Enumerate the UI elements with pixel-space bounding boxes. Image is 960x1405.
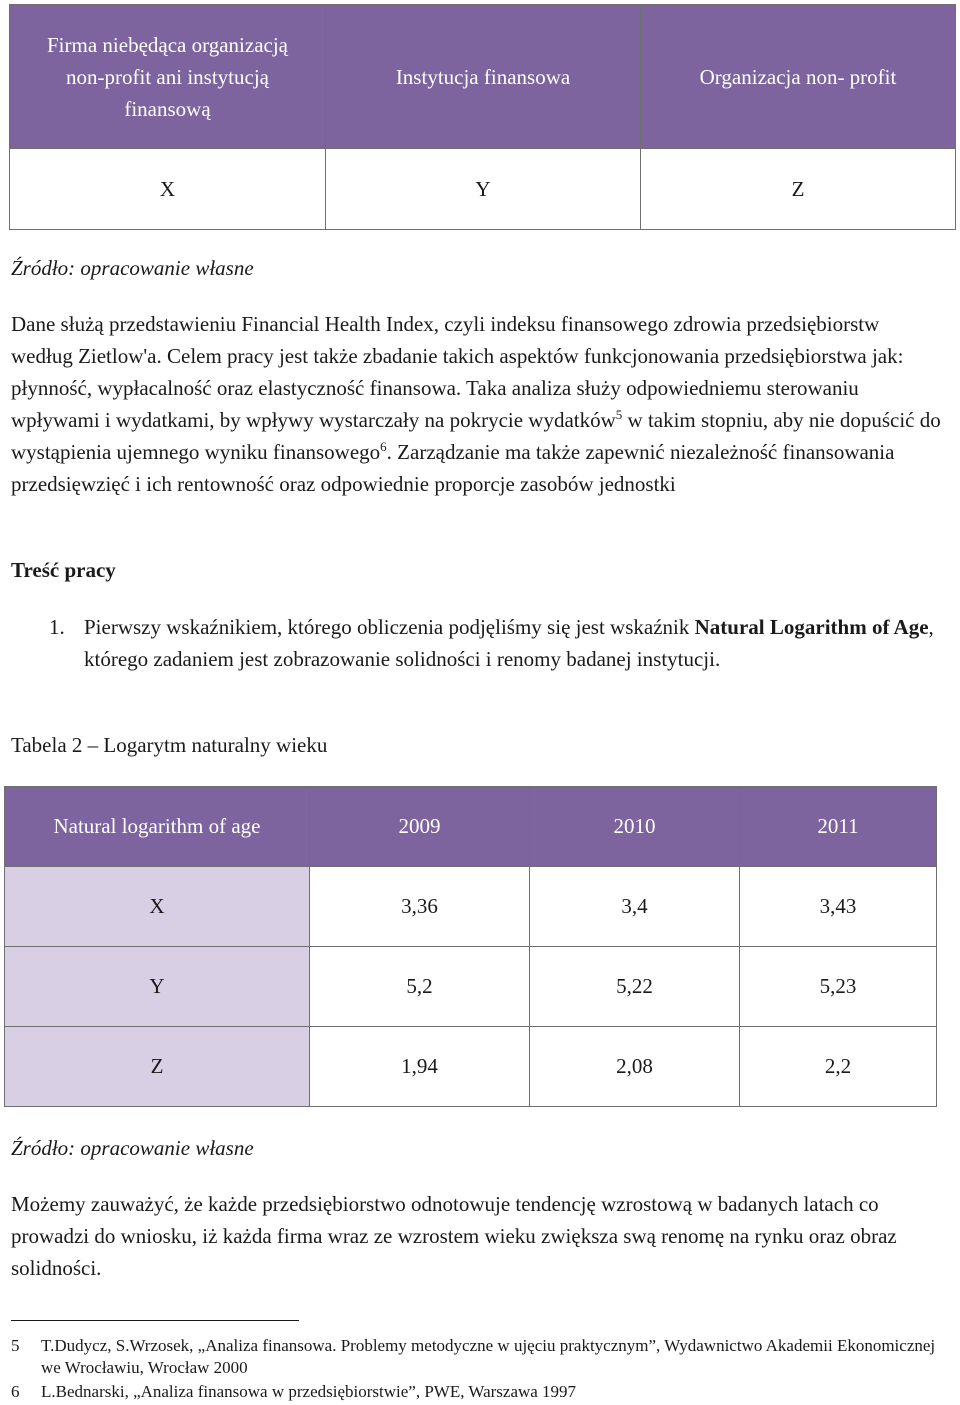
- body-paragraph: [11, 308, 941, 500]
- list-number: 1.: [49, 615, 65, 639]
- list-text: Pierwszy wskaźnikiem, którego obliczenia podjęliśmy się jest wskaźnik: [84, 615, 695, 639]
- conclusion-paragraph: Możemy zauważyć, że każde przedsiębiorstwo odnotowuje tendencję wzrostową w badanych latach co prowadzi do wniosku, iż każda firma wraz ze wzrostem wieku zwiększa swą renomę na rynku oraz obraz solidności.: [11, 1192, 897, 1280]
- header-text: Firma niebędąca organizacją non-profit ani instytucją finansową: [47, 32, 288, 121]
- footnote-divider: [11, 1320, 299, 1321]
- header-cell: Natural logarithm of age: [5, 787, 310, 867]
- log-age-table: [4, 786, 937, 1107]
- entity-type-table-header: [10, 5, 956, 149]
- footnote-text: L.Bednarski, „Analiza finansowa w przedsiębiorstwie”, PWE, Warszawa 1997: [41, 1382, 577, 1401]
- section-heading: Treść pracy: [11, 558, 116, 582]
- table-cell: Z: [641, 149, 956, 230]
- header-cell: Organizacja non- profit: [641, 5, 956, 149]
- table-cell: 5,22: [530, 947, 740, 1027]
- footnote-number: 5: [11, 1336, 20, 1355]
- paragraph-text: Dane służą przedstawieniu Financial Health Index, czyli indeksu finansowego zdrowia przedsiębiorstw według Zietlow'a. Celem pracy jest także zbadanie takich aspektów funkcjonowania przedsiębiorstwa jak: płynność, wypłacalność oraz elastyczność finansowa. Taka analiza służy odpowiedniemu sterowaniu wpływami i wydatkami, by wpływy wystarczały na pokrycie wydatków: [11, 312, 904, 432]
- table-cell: 1,94: [310, 1027, 530, 1107]
- table-cell: 3,36: [310, 867, 530, 947]
- source-note: Źródło: opracowanie własne: [11, 1136, 254, 1160]
- row-label: Y: [5, 947, 310, 1027]
- footnote-ref: 5: [615, 407, 623, 422]
- header-cell: Instytucja finansowa: [326, 5, 641, 149]
- table-caption: Tabela 2 – Logarytm naturalny wieku: [11, 733, 328, 757]
- list-item: [84, 611, 944, 675]
- row-label: X: [5, 867, 310, 947]
- paragraph-text: w takim stopniu, aby nie dopuścić do wystąpienia ujemnego wyniku finansowego: [11, 408, 941, 464]
- log-age-table-header: [5, 787, 937, 867]
- row-label: Z: [5, 1027, 310, 1107]
- footnote-text: T.Dudycz, S.Wrzosek, „Analiza finansowa. Problemy metodyczne w ujęciu praktycznym”, Wydawnictwo Akademii Ekonomicznej we Wrocławiu, Wrocław 2000: [41, 1336, 936, 1377]
- table-cell: 3,4: [530, 867, 740, 947]
- header-cell: 2010: [530, 787, 740, 867]
- table-cell: 5,2: [310, 947, 530, 1027]
- table-row: [5, 947, 937, 1027]
- entity-type-table: [9, 4, 956, 230]
- footnote-number: 6: [11, 1382, 20, 1401]
- list-bold-term: Natural Logarithm of Age: [694, 615, 929, 639]
- list-text: , którego zadaniem jest zobrazowanie solidności i renomy badanej instytucji.: [84, 615, 934, 671]
- table-cell: Y: [326, 149, 641, 230]
- table-cell: 2,08: [530, 1027, 740, 1107]
- table-cell: X: [10, 149, 326, 230]
- table-cell: 5,23: [740, 947, 937, 1027]
- footnote-ref: 6: [380, 439, 387, 454]
- header-cell: 2009: [310, 787, 530, 867]
- header-cell: 2011: [740, 787, 937, 867]
- table-cell: 2,2: [740, 1027, 937, 1107]
- table-row: [10, 149, 956, 230]
- table-cell: 3,43: [740, 867, 937, 947]
- paragraph-text: . Zarządzanie ma także zapewnić niezależność finansowania przedsięwzięć i ich rentowność oraz odpowiednie proporcje zasobów jednostki: [11, 440, 895, 496]
- header-cell: [10, 5, 326, 149]
- source-note: Źródło: opracowanie własne: [11, 256, 254, 280]
- table-row: [5, 867, 937, 947]
- table-row: [5, 1027, 937, 1107]
